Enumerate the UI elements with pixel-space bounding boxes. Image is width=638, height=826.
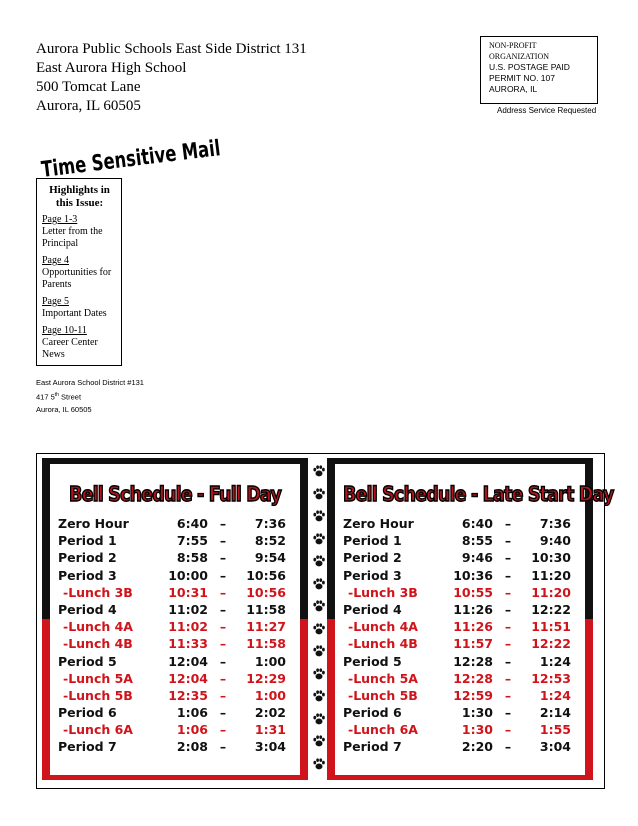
time-separator: – (219, 739, 227, 755)
end-time: 1:24 (539, 687, 571, 703)
schedule-row (343, 688, 579, 705)
end-time: 2:14 (539, 705, 571, 721)
end-time: 1:24 (539, 653, 571, 669)
start-time: 10:36 (453, 567, 493, 583)
schedule-row (58, 671, 294, 688)
end-time: 2:02 (254, 705, 286, 721)
period-name: Period 7 (58, 739, 117, 755)
time-separator: – (219, 722, 227, 738)
schedule-row (343, 636, 579, 653)
end-time: 11:20 (531, 567, 571, 583)
time-separator: – (504, 687, 512, 703)
start-time: 10:55 (453, 584, 493, 600)
time-separator: – (219, 550, 227, 566)
postage-line: ORGANIZATION (489, 52, 549, 61)
schedule-row (343, 533, 579, 550)
time-separator: – (504, 722, 512, 738)
schedule-row (58, 705, 294, 722)
start-time: 10:31 (168, 584, 208, 600)
period-name: -Lunch 5B (348, 687, 418, 703)
schedule-row (58, 688, 294, 705)
end-time: 11:58 (246, 636, 286, 652)
end-time: 12:53 (531, 670, 571, 686)
start-time: 12:35 (168, 687, 208, 703)
time-separator: – (219, 516, 227, 531)
period-name: -Lunch 4A (63, 619, 133, 635)
start-time: 8:55 (461, 533, 493, 549)
time-separator: – (219, 533, 227, 549)
period-name: Period 1 (58, 533, 117, 549)
schedule-row (343, 654, 579, 671)
time-separator: – (504, 567, 512, 583)
time-separator: – (219, 567, 227, 583)
end-time: 11:58 (246, 601, 286, 617)
postage-line: AURORA, IL (489, 84, 538, 94)
paw-print-icon (312, 622, 326, 636)
time-separator: – (504, 619, 512, 635)
period-name: Period 3 (58, 567, 117, 583)
period-name: -Lunch 5B (63, 687, 133, 703)
end-time: 7:36 (539, 516, 571, 531)
highlights-box (36, 178, 122, 366)
time-separator: – (219, 687, 227, 703)
schedule-row (58, 619, 294, 636)
schedule-row (58, 636, 294, 653)
schedule-row (58, 516, 294, 533)
paw-print-icon (312, 487, 326, 501)
end-time: 12:22 (531, 601, 571, 617)
paw-print-icon (312, 577, 326, 591)
period-name: -Lunch 4B (63, 636, 133, 652)
district-street-suffix: th (54, 392, 59, 398)
highlight-page: Page 1-3 (42, 214, 78, 225)
start-time: 12:28 (453, 653, 493, 669)
schedule-row (343, 550, 579, 567)
end-time: 3:04 (539, 739, 571, 755)
time-separator: – (504, 636, 512, 652)
postage-line: PERMIT NO. 107 (489, 73, 555, 83)
time-separator: – (504, 533, 512, 549)
period-name: -Lunch 6A (63, 722, 133, 738)
end-time: 3:04 (254, 739, 286, 755)
postage-line: NON-PROFIT (489, 41, 537, 50)
period-name: -Lunch 6A (348, 722, 418, 738)
paw-print-icon (312, 464, 326, 478)
start-time: 11:26 (453, 601, 493, 617)
time-separator: – (219, 601, 227, 617)
schedule-row (343, 585, 579, 602)
start-time: 2:08 (176, 739, 208, 755)
end-time: 12:22 (531, 636, 571, 652)
schedule-row (58, 739, 294, 756)
period-name: -Lunch 3B (348, 584, 418, 600)
paw-print-icon (312, 599, 326, 613)
schedule-row (58, 550, 294, 567)
time-separator: – (504, 670, 512, 686)
schedule-row (343, 602, 579, 619)
start-time: 12:28 (453, 670, 493, 686)
schedule-row (58, 654, 294, 671)
time-sensitive-mail-banner (36, 122, 284, 183)
paw-print-icon (312, 554, 326, 568)
time-separator: – (219, 619, 227, 635)
schedule-row (343, 619, 579, 636)
period-name: Period 4 (343, 601, 402, 617)
highlight-text: Career Center News (42, 337, 98, 360)
district-address (36, 377, 144, 416)
start-time: 1:30 (461, 722, 493, 738)
highlights-title: Highlights in this Issue: (49, 184, 110, 209)
end-time: 1:00 (254, 687, 286, 703)
paw-print-icon (312, 532, 326, 546)
time-separator: – (504, 584, 512, 600)
schedule-title: Bell Schedule - Full Day (69, 482, 281, 506)
period-name: -Lunch 4B (348, 636, 418, 652)
return-address-line: East Aurora High School (36, 60, 187, 76)
period-name: -Lunch 3B (63, 584, 133, 600)
time-separator: – (219, 705, 227, 721)
highlight-text: Letter from the Principal (42, 226, 103, 249)
highlight-item (42, 255, 117, 291)
schedule-row (343, 568, 579, 585)
schedule-title: Bell Schedule - Late Start Day (342, 482, 614, 506)
period-name: -Lunch 4A (348, 619, 418, 635)
time-separator: – (504, 653, 512, 669)
time-separator: – (219, 653, 227, 669)
highlight-text: Opportunities for Parents (42, 267, 112, 290)
return-address-line: Aurora Public Schools East Side District 131 (36, 41, 307, 57)
highlight-item (42, 296, 117, 320)
period-name: Period 4 (58, 601, 117, 617)
period-name: Period 3 (343, 567, 402, 583)
end-time: 1:00 (254, 653, 286, 669)
end-time: 7:36 (254, 516, 286, 531)
return-address (36, 40, 307, 116)
schedule-row (343, 739, 579, 756)
end-time: 10:30 (531, 550, 571, 566)
return-address-line: Aurora, IL 60505 (36, 98, 141, 114)
postage-line: U.S. POSTAGE PAID (489, 62, 570, 72)
period-name: Period 5 (58, 653, 117, 669)
period-name: -Lunch 5A (348, 670, 418, 686)
period-name: Period 1 (343, 533, 402, 549)
end-time: 9:40 (539, 533, 571, 549)
start-time: 2:20 (461, 739, 493, 755)
period-name: Zero Hour (58, 516, 129, 531)
period-name: Period 6 (343, 705, 402, 721)
start-time: 9:46 (461, 550, 493, 566)
highlight-text: Important Dates (42, 308, 107, 319)
start-time: 11:33 (168, 636, 208, 652)
return-address-line: 500 Tomcat Lane (36, 79, 141, 95)
schedule-rows (58, 516, 294, 757)
district-line: East Aurora School District #131 (36, 378, 144, 387)
end-time: 11:51 (531, 619, 571, 635)
start-time: 12:04 (168, 653, 208, 669)
paw-print-icon (312, 644, 326, 658)
start-time: 11:57 (453, 636, 493, 652)
start-time: 10:00 (168, 567, 208, 583)
district-street-name: Street (58, 392, 82, 402)
end-time: 9:54 (254, 550, 286, 566)
end-time: 8:52 (254, 533, 286, 549)
end-time: 12:29 (246, 670, 286, 686)
highlight-item (42, 325, 117, 361)
time-separator: – (504, 705, 512, 721)
district-street-number: 417 5 (36, 392, 55, 402)
time-separator: – (219, 670, 227, 686)
end-time: 1:55 (539, 722, 571, 738)
highlight-page: Page 10-11 (42, 325, 87, 336)
paw-print-column (310, 460, 328, 780)
schedule-rows (343, 516, 579, 757)
period-name: -Lunch 5A (63, 670, 133, 686)
end-time: 11:20 (531, 584, 571, 600)
banner-text: Time Sensitive Mail (40, 128, 284, 183)
schedule-row (343, 705, 579, 722)
late-start-schedule (327, 458, 614, 780)
start-time: 6:40 (176, 516, 208, 531)
highlight-page: Page 4 (42, 255, 69, 266)
start-time: 12:59 (453, 687, 493, 703)
schedule-row (343, 671, 579, 688)
paw-print-icon (312, 712, 326, 726)
time-separator: – (504, 516, 512, 531)
time-separator: – (504, 739, 512, 755)
start-time: 12:04 (168, 670, 208, 686)
period-name: Period 2 (58, 550, 117, 566)
paw-print-icon (312, 734, 326, 748)
full-day-schedule (42, 458, 308, 780)
start-time: 7:55 (176, 533, 208, 549)
start-time: 11:02 (168, 619, 208, 635)
paw-print-icon (312, 757, 326, 771)
time-separator: – (219, 584, 227, 600)
end-time: 10:56 (246, 584, 286, 600)
schedule-row (58, 568, 294, 585)
district-line: Aurora, IL 60505 (36, 404, 92, 414)
end-time: 11:27 (246, 619, 286, 635)
start-time: 8:58 (176, 550, 208, 566)
period-name: Period 7 (343, 739, 402, 755)
start-time: 11:02 (168, 601, 208, 617)
schedule-row (343, 516, 579, 533)
highlight-item (42, 214, 117, 250)
schedule-row (343, 722, 579, 739)
start-time: 1:06 (176, 705, 208, 721)
schedule-row (58, 585, 294, 602)
time-separator: – (219, 636, 227, 652)
period-name: Period 5 (343, 653, 402, 669)
address-service-note: Address Service Requested (497, 106, 597, 115)
schedule-row (58, 722, 294, 739)
time-separator: – (504, 550, 512, 566)
start-time: 6:40 (461, 516, 493, 531)
end-time: 10:56 (246, 567, 286, 583)
paw-print-icon (312, 509, 326, 523)
schedule-row (58, 602, 294, 619)
start-time: 11:26 (453, 619, 493, 635)
district-line (36, 389, 144, 404)
end-time: 1:31 (254, 722, 286, 738)
highlight-page: Page 5 (42, 296, 69, 307)
paw-print-icon (312, 689, 326, 703)
start-time: 1:06 (176, 722, 208, 738)
period-name: Period 2 (343, 550, 402, 566)
period-name: Zero Hour (343, 516, 414, 531)
time-separator: – (504, 601, 512, 617)
period-name: Period 6 (58, 705, 117, 721)
schedule-row (58, 533, 294, 550)
postage-indicia (480, 36, 598, 104)
start-time: 1:30 (461, 705, 493, 721)
paw-print-icon (312, 667, 326, 681)
